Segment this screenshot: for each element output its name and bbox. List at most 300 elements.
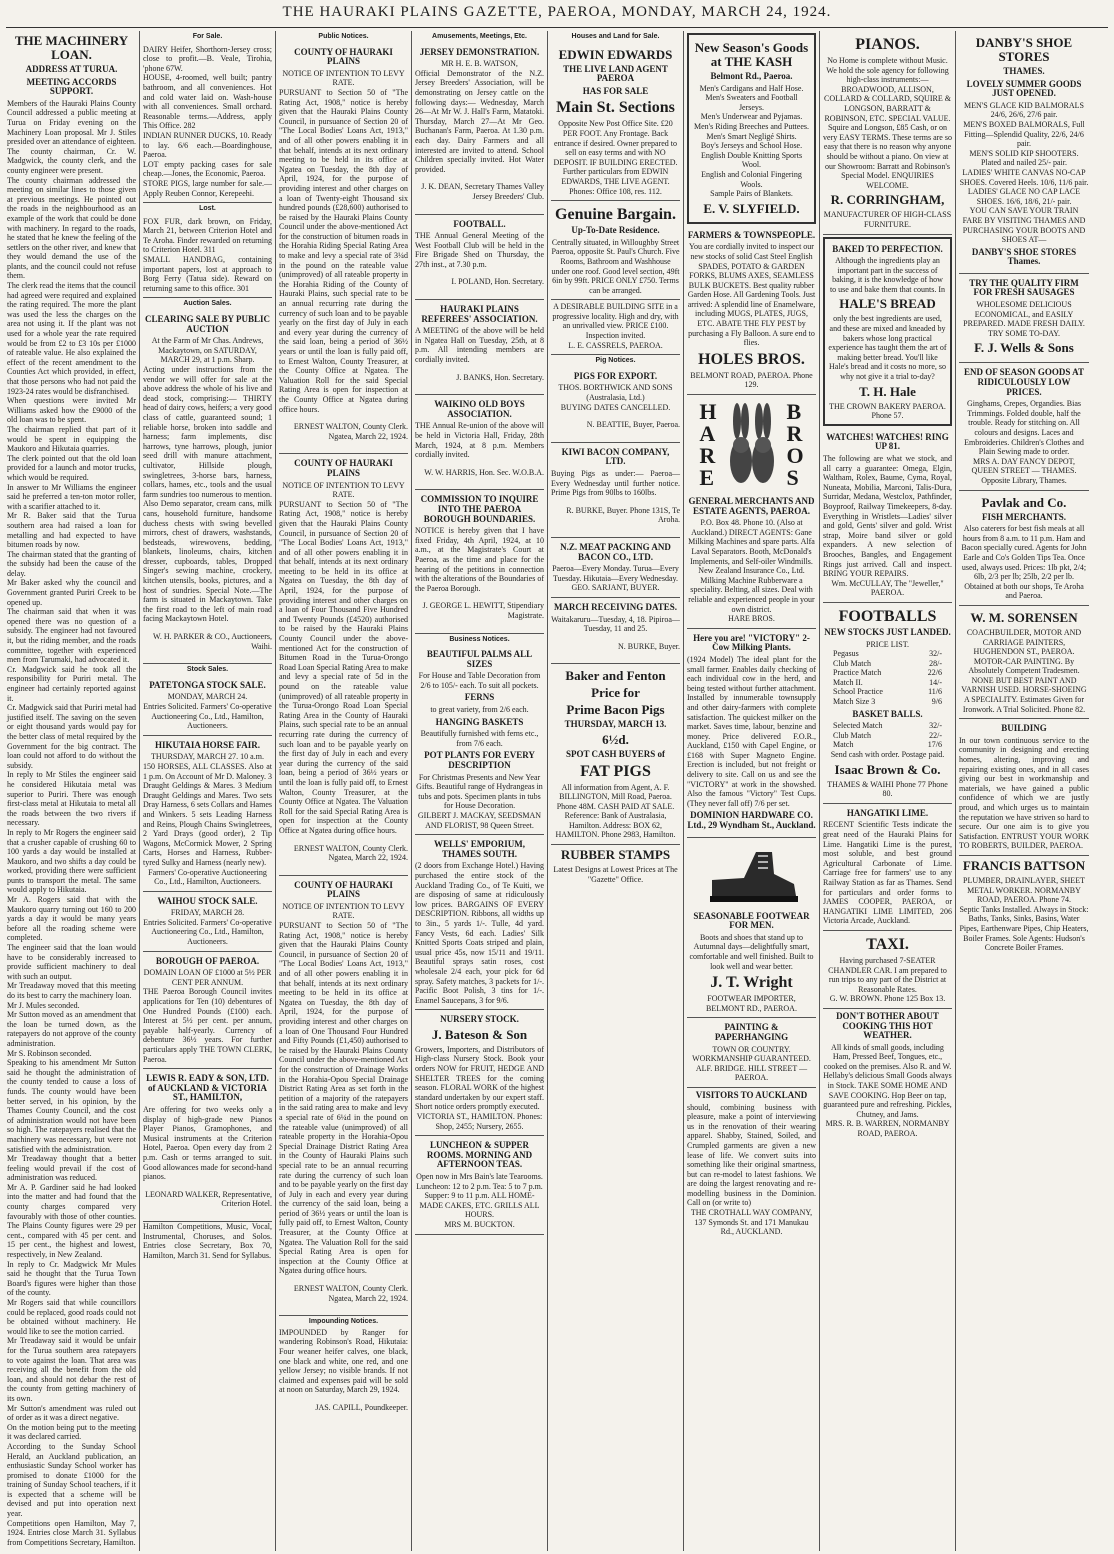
price-item-name: Club Match	[833, 658, 871, 668]
article-paragraph: Mr Rogers said that while councillors could be replaced, good roads could not be obtained without machinery. He would like to see the motion carried.	[7, 1298, 136, 1336]
article-paragraph: The engineer said that the loan would have to be considerably increased to provide sufficient machinery to deal with such an output.	[7, 943, 136, 981]
kash-title: New Season's Goods at THE KASH	[694, 40, 809, 69]
kash-item: Men's Riding Breeches and Puttees.	[694, 121, 809, 131]
notice-title: COUNTY OF HAURAKI PLAINS	[294, 458, 393, 478]
price-row	[823, 668, 952, 678]
wells-body: (2 doors from Exchange Hotel.) Having purchased the entire stock of the Auckland Trading Co., of Te Kuiti, we are disposing of same at ridiculously low prices. BARGAINS OF EVERY DESCRIPTION. Ribbons, all widths up to 3in., 5 yards 1/-. Tulle, 4d yard. Fancy Vests, 6d each. Ladies' Silk Knitted Sports Coats striped and plain, usual price 45s, now 15/11 and 19/11. Beautiful sprays satin roses, cost wholesale 2/4 each, your pick for 6d spray. Safety matches, 3 packets for 1/-. Pacific Boot Polish, 3 tins for 1/-. Enamel Saucepans, 3 for 9/6.	[415, 861, 544, 1005]
article-paragraph: Competitions open Hamilton, May 7, 1924. Entries close March 31. Syllabus from Competitions Secretary, Hamilton.	[7, 1518, 136, 1547]
basketballs-head: BASKET BALLS.	[852, 708, 923, 719]
price-item-name: Selected Match	[833, 721, 883, 731]
building-ad	[959, 719, 1089, 856]
notice-sub: NOTICE OF INTENTION TO LEVY RATE.	[282, 901, 405, 921]
kash-item: Men's Cardigans and Half Hose.	[699, 83, 804, 93]
pigs-title: PIGS FOR EXPORT.	[573, 370, 658, 381]
bf-spot: SPOT CASH BUYERS of	[565, 748, 666, 759]
hare-emblem	[687, 401, 816, 493]
hare-letters-right	[787, 401, 804, 493]
category-for-sale: For Sale.	[192, 33, 223, 40]
taxi-title: TAXI.	[866, 935, 909, 953]
hare-ad	[687, 395, 816, 629]
baker-fenton-ad	[551, 664, 680, 845]
pianos-sign: MANUFACTURER OF HIGH-CLASS FURNITURE.	[823, 210, 952, 229]
jersey-title: JERSEY DEMONSTRATION.	[419, 46, 540, 57]
notice-sub: NOTICE OF INTENTION TO LEVY RATE.	[282, 68, 405, 88]
danby-title: DANBY'S SHOE STORES	[975, 35, 1073, 64]
watches-sign: Wm. McCULLAY, The "Jeweller," PAEROA.	[831, 578, 944, 598]
impound-sign: JAS. CAPILL, Poundkeeper.	[315, 1402, 408, 1412]
notice-sign: ERNEST WALTON, County Clerk. Ngatea, March 22, 1924.	[293, 1284, 408, 1303]
kash-item: Men's Underwear and Pyjamas.	[700, 112, 803, 122]
commission-body: NOTICE is hereby given that I have fixed Friday, 4th April, 1924, at 10 a.m., at the Magistrate's Court at Paeroa, as the time and place for the hearing of the petitions in connection with the alterations of the Boundaries of the Paeroa Borough.	[415, 526, 544, 593]
sausage-name: F. J. Wells & Sons	[974, 340, 1074, 356]
jersey-sign: J. K. DEAN, Secretary Thames Valley Jersey Breeders' Club.	[421, 182, 544, 201]
luncheon-ad	[415, 1136, 544, 1234]
hare-body: P.O. Box 48. Phone 10. (Also at Auckland.) DIRECT AGENTS: Gane Milking Machines and spare parts. Alfa Laval Separators. Booth, McDonald's Implements, and Self-oiler Windmills. New Zealand Insurance Co., Ltd. Milking Machine Rubberware a speciality. Belting, all sizes. Deal with reliable and experienced people in your own district.	[688, 518, 815, 614]
waihou-date: FRIDAY, MARCH 28.	[170, 908, 245, 918]
kash-item: Men's Sweaters and Football Jerseys.	[705, 93, 798, 112]
price-item-value: 11/6	[928, 687, 942, 697]
ferns-body: to great variety, from 2/6 each.	[430, 705, 529, 715]
eady-sign: LEONARD WALKER, Representative, Criterion Hotel.	[145, 1189, 272, 1209]
pots-body: For Christmas Presents and New Year Gifts. Beautiful range of Hydrangeas in tubs and pots. Specimen plants in tubs for House Decoration.	[416, 772, 543, 811]
visitors-sign: THE CROTHALL WAY COMPANY, 137 Symonds St. and 171 Manukau Rd., AUCKLAND.	[690, 1208, 813, 1237]
eady-title: LEWIS R. EADY & SON, LTD. of AUCKLAND & VICTORIA ST., HAMILTON,	[146, 1073, 269, 1103]
article-paragraph: Mr A. P. Gardiner said he had looked into the matter and had found that the county charges compared very favourably with those of other counties. The Plains County figures were 29 per cent., compared with 45 per cent. and 15 per cent., the highest and lowest, respectively, in New Zealand.	[7, 1182, 136, 1260]
for-sale-list	[143, 43, 272, 204]
luncheon-title: LUNCHEON & SUPPER ROOMS. MORNING AND AFTERNOON TEAS.	[426, 1140, 533, 1170]
waikino-sign: W. W. HARRIS, Hon. Sec. W.O.B.A.	[424, 467, 544, 477]
category-amusements: Amusements, Meetings, Etc.	[432, 33, 527, 40]
category-impounding: Impounding Notices.	[308, 1318, 379, 1326]
danby-sub: THAMES.	[1003, 66, 1045, 76]
football-price-list	[823, 649, 952, 707]
price-row	[823, 731, 952, 741]
article-paragraph: Cr. Madgwick said that Puriri metal had justified itself. The saving on the seven or eight thousand yards would pay for the better class of metal required by the Government for the big contract. The loan could not afford to do without the subsidy.	[7, 703, 136, 770]
article-paragraph: The clerk read the items that the council had agreed were required and explained the rating required. The more the plant was used the less the charges on the area not using it. If the plant was not used for a whole year the rate required would be from £2 to £3 10s per £1000 of rateable value. He also explained the effect of the recent amendment to the Counties Act which provided, in effect, that those persons who had not paid the 1923-24 rates would be disfranchised.	[7, 281, 136, 396]
price-item-value: 17/6	[927, 740, 942, 750]
victory-title: Here you are! "VICTORY" 2-Cow Milking Plants.	[693, 632, 810, 653]
borough-body: THE Paeroa Borough Council invites applications for Ten (10) debentures of One Hundred Pounds (£100) each. Interest at 5½ per cent. per annum, payable half-yearly. Currency of debenture 36½ years. For further particulars apply THE TOWN CLERK, Paeroa.	[143, 987, 272, 1064]
footwear-sign: FOOTWEAR IMPORTER, BELMONT RD., PAEROA.	[706, 994, 797, 1013]
sorensen-sub: COACHBUILDER, MOTOR AND CARRIAGE PAINTERS, HUGHENDON ST., PAEROA.	[966, 627, 1082, 657]
category-auction: Auction Sales.	[183, 300, 232, 308]
isaac-brown-title: Isaac Brown & Co.	[834, 761, 941, 777]
footwear-ad	[687, 838, 816, 1019]
footballs-sub: NEW STOCKS JUST LANDED.	[824, 626, 951, 637]
columns	[4, 31, 1110, 1551]
building-title: BUILDING	[1001, 723, 1047, 734]
pigs-sign: N. BEATTIE, Buyer, Paeroa.	[586, 420, 680, 430]
kash-sub: Belmont Rd., Paeroa.	[710, 71, 793, 81]
wells-ad	[415, 835, 544, 1010]
notice-body: PURSUANT to Section 50 of "The Rating Act, 1908," notice is hereby given that the Hauraki Plains County Council, in pursuance of Section 20 of "The Local Bodies' Loans Act, 1913," and of all other powers enabling it in that behalf, intends at its next ordinary meeting to be held in its office at Ngatea on Tuesday, the 8th day of April, 1924, for the purpose of providing interest and other charges on a loan of Four Thousand Five Hundred and Twenty Pounds (£4520) authorised to be raised by the Hauraki Plains County Council under the above-mentioned Act for the construction of Bitumen Road in the Turua-Orongo Road Loan Special Rating Area to make and levy a special rate of 5d in the pound on the rateable value (unimproved) of all rateable property in the Turua-Orongo Road Loan Special Rating Area in the County of Hauraki Plains, such special rate to be an annual recurring rate during the currency of such loan and to be payable yearly on the first day of July in each and every year during the currency of the said loan, being a period of 36½ years or until the loan is fully paid off, to Ernest Walton, County Treasurer, at the County Office at Ngatea. The Valuation Roll for the said Special Rating Area is open for inspection at the County Office at Ngatea during office hours.	[279, 499, 408, 835]
bargain-title: Genuine Bargain.	[555, 206, 676, 224]
price-row	[823, 740, 952, 750]
eady-ad	[143, 1069, 272, 1222]
referees-sign: J. BANKS, Hon. Secretary.	[456, 372, 544, 382]
hare-icon	[725, 401, 779, 493]
article-paragraph: According to the Sunday School Herald, an Auckland publication, an enthusiastic Sunday School worker has promised to donate £1000 for the training of Sunday School teachers, if it is expected that a scheme will be devised and put into operation next year.	[7, 1441, 136, 1519]
day-ad	[959, 363, 1089, 490]
day-sign: MRS A. DAY FANCY DEPOT, QUEEN STREET — THAMES. Opposite Library, Thames.	[971, 456, 1077, 485]
nursery-title: NURSERY STOCK.	[440, 1014, 519, 1025]
hikutaia-sign: Farmers' Co-operative Auctioneering Co., Ltd., Hamilton, Auctioneers.	[148, 867, 267, 887]
article-paragraph: Mr Sutton moved as an amendment that the loan be turned down, as the ratepayers do not approve of the county administration.	[7, 1010, 136, 1048]
price-item-value: 22/-	[929, 730, 942, 740]
notice-sub: NOTICE OF INTENTION TO LEVY RATE.	[282, 480, 405, 500]
kash-sign: E. V. SLYFIELD.	[703, 200, 800, 216]
hikutaia-title: HIKUTAIA HORSE FAIR.	[155, 739, 260, 750]
notice-body: PURSUANT to Section 50 of "The Rating Act, 1908," notice is hereby given that the Hauraki Plains County Council, in pursuance of Section 20 of "The Local Bodies' Loans Act, 1913," and of all other powers enabling it in that behalf, intends at its next ordinary meeting to be held in its office at Ngatea on Tuesday, the 8th day of April, 1924, for the purpose of providing interest and other charges on a loan of Twenty-eight Thousand six hundred pounds (£28,600) authorised to be raised by the Hauraki Plains County Council under the above-mentioned Act for the construction of bitumen roads in the Horahia Riding Special Rating Area to make and levy a special rate of 3¼d in the pound on the rateable value (unimproved) of all rateable property in the Horahia Riding of the County of Hauraki Plains, such special rate to be an annual recurring rate during the currency of such loan and to be payable yearly on the first day of July in each and every year during the currency of the said loan, being a period of 36½ years or until the loan is fully paid off, to Ernest Walton, County Treasurer, at the County Office at Ngatea. The Valuation Roll for the said Special Rating Area is open for inspection at the County Office at Ngatea during office hours.	[279, 87, 408, 414]
category-stock: Stock Sales.	[186, 666, 229, 674]
day-body: Ginghams, Crepes, Organdies. Bias Trimmings. Folded double, half the trouble. Ready for stitching on. All colours and designs. Laces and Embroideries. Children's Clothes and Plain Sewing made to order.	[964, 399, 1084, 457]
hare-letters-left	[699, 401, 716, 493]
patetonga-date: MONDAY, MARCH 24.	[167, 692, 248, 702]
article-paragraph: Mr J. Mules seconded.	[7, 1000, 80, 1010]
referees-ad	[415, 300, 544, 395]
article-subtitle: ADDRESS AT TURUA.	[25, 64, 118, 74]
waihou-ad	[143, 892, 272, 952]
cooking-body: All kinds of small goods, including Ham, Pressed Beef, Tongues, etc., cooked on the premises. Also R. and W. Hellaby's delicious Small Goods always in Stock. TAKE SOME HOME AND SAVE COOKING. Hop Beer on tap, guaranteed pure and refreshing. Pickles, Chutney, and Jams.	[823, 1042, 952, 1119]
article-subtitle-2: MEETING ACCORDS SUPPORT.	[26, 76, 117, 97]
sorensen-ad	[959, 606, 1089, 719]
column-7	[820, 31, 956, 1551]
pavlak-sub: FISH MERCHANTS.	[981, 511, 1066, 522]
day-title: END OF SEASON GOODS AT RIDICULOUSLY LOW PRICES.	[963, 367, 1085, 397]
rate-notice-1	[279, 43, 408, 455]
price-item-value: 32/-	[929, 649, 942, 659]
building-body: In our town continuous service to the community in designing and erecting homes, altering, improving and repairing existing ones, and in all cases giving our best in workmanship and materials, we have gained a public confidence of which we are justly proud, and which urges us to maintain the reputation we have striven so hard to secure. Our one aim is to give you Satisfaction. ENTRUST YOUR WORK TO ROBERTS, BUILDER, PAEROA.	[959, 735, 1089, 851]
pianos-ad	[823, 31, 952, 235]
kiwi-title: KIWI BACON COMPANY, LTD.	[561, 446, 670, 467]
nzmeat-ad	[551, 538, 680, 598]
edwards-sub: THE LIVE LAND AGENT PAEROA	[563, 63, 668, 84]
hare-letter: H	[699, 399, 717, 425]
auction-sign: W. H. PARKER & CO., Auctioneers, Waihi.	[153, 632, 272, 651]
price-item-name: Match Size 3	[833, 697, 876, 707]
site-sign: L. E. CASSRELS, PAEROA.	[568, 340, 663, 350]
mackay-ad	[415, 645, 544, 835]
danby-item: LADIES' GLACE NO CAP LACE SHOES. 16/6, 18/6, 21/- pair.	[967, 187, 1081, 206]
nzmeat-title: N.Z. MEAT PACKING AND BACON CO., LTD.	[560, 541, 671, 562]
danby-item: MEN'S SOLID KIP SHOOTERS. Plated and nailed 25/- pair.	[969, 148, 1079, 168]
site-ad	[551, 300, 680, 355]
category-business: Business Notices.	[449, 635, 510, 643]
price-item-name: Club Match	[833, 730, 871, 740]
danby-save: YOU CAN SAVE YOUR TRAIN FARE BY VISITING THAMES AND PURCHASING YOUR BOOTS AND SHOES AT—	[962, 206, 1086, 245]
visitors-title: VISITORS TO AUCKLAND	[695, 1089, 808, 1100]
footballs-title: FOOTBALLS	[838, 607, 937, 625]
notice-body: PURSUANT to Section 50 of "The Rating Act, 1908," notice is hereby given that the Hauraki Plains County Council, in pursuance of Section 20 of "The Local Bodies' Loans Act, 1913," and of all other powers enabling it in that behalf, intends at its next ordinary meeting to be held in its office at Ngatea on Tuesday, the 8th day of April, 1924, for the purpose of providing interest and other charges on a loan of One Thousand Four Hundred and Fifty Pounds (£1,450) authorised to be raised by the Hauraki Plains County Council under the above-mentioned Act for the construction of Drainage Works in the Horahia-Opou Special Drainage District Rating Area as set forth in the petition of a majority of the ratepayers in the said rating area to make and levy a special rate of 6¼d in the pound on the rateable value (unimproved) of all rateable property in the Horahia-Opou Special Drainage District Rating Area in the County of Hauraki Plains such special rate to be an annual recurring rate during the currency of such loan and to be payable yearly on the first day of July in each and every year during the currency of the said loan, being a period of 36½ years or until the loan is fully paid off, to Ernest Walton, County Treasurer, at the County Office at Ngatea. The Valuation Roll for the said Special Rating Area is open for inspection at the County Office at Ngatea during office hours.	[279, 921, 408, 1276]
classified-item: DAIRY Heifer, Shorthorn-Jersey cross; close to profit.—B. Veale, Tirohia, 'phone 67W.	[143, 44, 272, 73]
article-paragraph: In reply to Cr. Madgwick Mr Mules said he thought that the Turua Town Board's figures were higher than those of the county.	[7, 1259, 136, 1298]
column-6	[684, 31, 820, 1551]
lime-ad	[823, 804, 952, 931]
pavlak-body: Also caterers for best fish meals at all hours from 8 a.m. to 11 p.m. Ham and Bacon specially cured. Agents for John Earle and Co's Golden Tips Tea. Once used, always used. Prices: 1lb pkt, 2/4; 6lb, 2/3 per lb; 25lb, 2/2 per lb. Obtained at both our shops, Te Aroha and Paeroa.	[961, 524, 1087, 601]
classified-item: FOX FUR, dark brown, on Friday, March 21, between Criterion Hotel and Te Aroha. Finder rewarded on returning to Criterion Hotel. 311	[143, 216, 272, 255]
category-public-notices: Public Notices.	[318, 33, 369, 40]
painting-title: PAINTING & PAPERHANGING	[714, 1022, 789, 1042]
notice-title: COUNTY OF HAURAKI PLAINS	[294, 46, 393, 67]
article-paragraph: Mr R. Baker said that the Turua southern area had raised a loan for metalling and had expected to have bitumen roads by now.	[7, 511, 136, 550]
danby-lovely: LOVELY SUMMER GOODS JUST OPENED.	[966, 78, 1082, 99]
pavlak-ad	[959, 491, 1089, 606]
battson-body: Septic Tanks Installed. Always in Stock: Baths, Tanks, Sinks, Basins, Water Pipes, Earthenware Pipes, Chip Heaters, Boiler Frames. Sole Agents: Hudson's Concrete Boiler Frames.	[959, 904, 1089, 953]
nzmeat-sign: GEO. SARJANT, BUYER.	[571, 583, 660, 593]
kash-item: Sample Pairs of Blankets.	[710, 189, 793, 199]
bread-body: Although the ingredients play an important part in the success of baking, it is the knowledge of how to use and bake them that counts. In	[829, 256, 946, 294]
article-body	[7, 99, 136, 1548]
taxi-sign: G. W. BROWN. Phone 125 Box 13.	[829, 994, 946, 1004]
column-8	[956, 31, 1092, 1551]
farmers-title: FARMERS & TOWNSPEOPLE.	[687, 229, 816, 240]
ferns-title: FERNS	[464, 692, 495, 703]
price-item-value: 32/-	[929, 721, 942, 731]
price-list-head: PRICE LIST.	[866, 639, 909, 649]
lime-title: HANGATIKI LIME.	[846, 807, 929, 818]
baskets-body: Beautifully furnished with ferns etc., from 7/6 each.	[420, 729, 539, 748]
jersey-body: Official Demonstrator of the N.Z. Jersey Breeders' Association, will be demonstrating on Jersey cattle on the following days:— Wednesday, March 26—At Mr W. J. Hall's Farm, Matatoki. Thursday, March 27—At Mr Geo. Buchanan's Farm, Paeroa. At 1.30 p.m. each day. Dairy Farmers and all interested are invited to attend. School Children specially invited. Hot Water provided.	[415, 68, 544, 174]
price-row	[823, 659, 952, 669]
waihou-title: WAIHOU STOCK SALE.	[157, 895, 258, 906]
article-paragraph: Mr Treadaway moved that this meeting do its best to carry the machinery loan.	[7, 981, 136, 1000]
hikutaia-body: 150 HORSES, ALL CLASSES. Also at 1 p.m. On Account of Mr D. Maloney. 3 Draught Geldings & Mares. 3 Medium Draught Geldings and Mares. Two sets Dray Harness, 6 sets Collars and Hames and Winkers. 5 sets Leading Harness and Reins, Plough Chains Swingletrees, 2 Yard Drays (good order), 2 Tip Wagons, McCormick Mower, 2 Spring Carts, Horses and Harness, Rubber-tyred Sulky and Harness (nearly new).	[143, 761, 272, 867]
bargain-ad	[551, 201, 680, 300]
edwards-has: HAS FOR SALE	[582, 85, 649, 96]
bargain-sub: Up-To-Date Residence.	[571, 225, 660, 236]
holes-sub: BELMONT ROAD, PAEROA. Phone 129.	[690, 370, 813, 390]
football-sign: I. POLAND, Hon. Secretary.	[451, 277, 544, 287]
impound-body: IMPOUNDED by Ranger for wandering Robinson's Road, Hikutaia: Four weaner heifer calves, one black, one black and white, one red, and one yellow Jersey; no visible brands. If not claimed and expenses paid will be sold at noon on Saturday, March 29, 1924.	[279, 1327, 408, 1395]
hare-caption: GENERAL MERCHANTS AND ESTATE AGENTS, PAEROA.	[688, 496, 815, 516]
painting-body: TOWN OR COUNTRY. WORKMANSHIP GUARANTEED.	[692, 1044, 811, 1064]
pots-sign: GILBERT J. MACKAY, SEEDSMAN AND FLORIST, 98 Queen Street.	[417, 811, 542, 830]
article-paragraph: The clerk pointed out that the old loan provided for a launch and motor trucks, which would be required.	[7, 453, 136, 482]
eady-body: Are offering for two weeks only a display of high-grade new Pianos Player Pianos, Gramophones, and Musical instruments at the Criterion Hotel, Paeroa. Open every day from 2 p.m. Cash or terms arranged to suit. Good allowances made for second-hand pianos.	[143, 1104, 272, 1182]
pianos-title: PIANOS.	[855, 36, 920, 53]
danby-item: LADIES' WHITE CANVAS NO-CAP SHOES. Covered Heels. 10/6, 11/6 pair.	[959, 167, 1089, 187]
footballs-ad	[823, 603, 952, 804]
article-paragraph: In reply to Mr Stiles the engineer said he considered Hikutaia metal was superior to Puriri. There was enough first-class metal at Hikutaia to metal all the roads between the two rivers if necessary.	[7, 770, 136, 828]
footwear-name: J. T. Wright	[710, 974, 793, 992]
receiving-ad	[551, 598, 680, 664]
article-paragraph: The county chairman addressed the meeting on similar lines to those given at previous meetings. He pointed out the roads in the neighbourhood as an example of the work that could be done with machinery. In regard to the roads, he stated that he knew the feeling of the settlers on the other river, and knew that they would demand the use of the plants, and the council could not refuse them.	[7, 175, 136, 281]
site-body: A DESIRABLE BUILDING SITE in a progressive locality. High and dry, with an unrivalled view. PRICE £100. Inspection invited.	[552, 302, 679, 341]
bread-brand: HALE'S BREAD	[839, 296, 936, 312]
article-paragraph: When questions were invited Mr Williams asked how the £9000 of the old loan was to be spent.	[7, 396, 136, 425]
commission-title: COMMISSION TO INQUIRE INTO THE PAEROA BOROUGH BOUNDARIES.	[420, 494, 539, 524]
article-paragraph: Mr Baker asked why the council and Government granted Puriri Creek to be opened up.	[7, 578, 136, 607]
price-row	[823, 687, 952, 697]
hare-letter: R	[699, 443, 716, 469]
wells-title: WELLS' EMPORIUM, THAMES SOUTH.	[433, 839, 525, 859]
danby-name: DANBY'S SHOE STORES Thames.	[971, 246, 1077, 267]
article-paragraph: Mr A. Rogers said that with the Maukoro quarry turning out 160 to 200 yards a day it would be many years before all the roading scheme were completed.	[7, 895, 136, 943]
edwards-body: Opposite New Post Office Site. £20 PER FOOT. Any Frontage. Back entrance if desired. Owner prepared to sell on easy terms and with NO DEPOSIT. IF BUILDING ERECTED. Further particulars from EDWIN EDWARDS, THE LIVE AGENT. Phones: Office 108, res. 112.	[553, 119, 678, 196]
article-paragraph: Members of the Hauraki Plains County Council addressed a public meeting at Turua on Friday evening on the Machinery Loan proposal. Mr J. Stiles presided over an attendance of eighteen. The county chairman, Cr. W. Madgwick, the county clerk, and the county engineer were present.	[7, 98, 136, 175]
watches-title: WATCHES! WATCHES! RING UP 81.	[826, 431, 949, 452]
rubber-stamps-title: RUBBER STAMPS	[560, 847, 671, 863]
football-title: FOOTBALL.	[453, 218, 506, 229]
receiving-body: Waitakaruru—Tuesday, 4, 18. Pipiroa—Tuesday, 11 and 25.	[551, 614, 680, 634]
victory-ad	[687, 629, 816, 838]
farmers-ad	[687, 226, 816, 395]
victory-sign: DOMINION HARDWARE CO. Ltd., 29 Wyndham St., Auckland.	[687, 810, 816, 831]
column-4	[412, 31, 548, 1551]
notice-sign: ERNEST WALTON, County Clerk. Ngatea, March 22, 1924.	[293, 422, 408, 441]
bf-body: All information from Agent, A. F. BILLINGTON, Mill Road, Paeroa. Phone 48M. CASH PAID AT SALE. Reference: Bank of Australasia, Hamilton. Address: BOX 62, HAMILTON. Phone 2983, Hamilton.	[555, 782, 676, 840]
commission-sign: J. GEORGE L. HEWITT, Stipendiary Magistrate.	[422, 601, 544, 620]
kiwi-ad	[551, 443, 680, 538]
bargain-body: Centrally situated, in Willoughby Street Paeroa, opposite St. Paul's Church. Five Rooms, Bathroom and Washhouse under one roof. Good level section, 49ft 6in by 99ft. PRICE ONLY £750. Terms can be arranged.	[551, 237, 680, 295]
boot-illustration	[687, 844, 816, 908]
column-3	[276, 31, 412, 1551]
borough-ad	[143, 952, 272, 1070]
classified-item: INDIAN RUNNER DUCKS, 10. Ready to lay. 6/6 each.—Boardinghouse, Paeroa.	[143, 130, 272, 160]
bateson-body: Growers, Importers, and Distributors of High-class Nursery Stock. Book your orders NOW for FRUIT, HEDGE AND SHELTER TREES for the coming season. FLORAL WORK of the highest standard undertaken by our expert staff. Short notice orders promptly executed.	[415, 1044, 544, 1112]
bread-title: BAKED TO PERFECTION.	[832, 243, 943, 254]
article-paragraph: The chairman stated that the granting of the subsidy had been the cause of the delay.	[7, 549, 136, 578]
pavlak-title: Pavlak and Co.	[981, 494, 1067, 510]
kiwi-body: Buying Pigs as under:— Paeroa—Every Wednesday until further notice. Prime Pigs from 90lbs to 160lbs.	[551, 469, 680, 498]
price-item-name: Match	[833, 740, 854, 750]
bf-price: Price for	[591, 685, 640, 701]
bf-prime: Prime Bacon Pigs	[566, 702, 665, 718]
notice-sign: ERNEST WALTON, County Clerk. Ngatea, March 22, 1924.	[293, 843, 408, 863]
bateson-title: J. Bateson & Son	[431, 1026, 528, 1042]
patetonga-ad	[143, 676, 272, 736]
masthead-rule	[6, 27, 1108, 28]
auction-body: Acting under instructions from the vendor we will offer for sale at the above address the whole of his live and dead stock, comprising:— THIRTY head of dairy cows, heifers; a very good class of cattle, guaranteed sound; 1 reliable horse, broken into saddle and harness; farm implements, disc harrows, tyne harrows, plough, junior seed drill with manure attachment, cultivator, Hillside plough, swingletrees, 3-horse bars, harness, collars, hames, etc., tools and the usual farm sundries too numerous to mention. Also Demo separator, cream cans, milk cans, household furniture, handsome duchess chests with swing bevelled mirrors, chest of drawers, washstands, bedsteads, wirewovens, bedding, blankets, linoleums, chairs, kitchen dresser, cupboards, tables, Dropped Singer's sewing machine, crockery, kitchen utensils, books, pictures, and a host of sundries. Special Note.—The farm is situated in Mackaytown. Take the first road to the left of main road facing Mackaytown Hotel.	[143, 365, 272, 624]
bf-date: THURSDAY, MARCH 13.	[564, 719, 667, 730]
price-item-name: Match II.	[833, 677, 863, 687]
palms-body: For House and Table Decoration from 2/6 to 105/- each. To suit all pockets.	[418, 671, 541, 690]
referees-title: HAURAKI PLAINS REFEREES' ASSOCIATION.	[421, 304, 538, 324]
victory-body: (1924 Model) The ideal plant for the small farmer. Enables daily checking of each individual cow in the herd, and being tested without further attachment. Installed by innumerable townsupply and other dairy-farmers with complete satisfaction. The quickest milker on the market. Saves time, labour, benzine and money. Price delivered F.O.R., Auckland, £150 with Capel Engine, or £168 with Super Magneto Engine. Erection is included, but not freight or delivery to site. Call on us and see the "VICTORY" at work in the showshed. Also the famous "Victory" Test Cups. (They never fall off) 7/6 per set.	[687, 654, 816, 808]
auction-title: CLEARING SALE BY PUBLIC AUCTION	[145, 314, 270, 334]
pianos-body: We hold the sole agency for following high-class instruments:— BROADWOOD, ALLISON, COLLARD & COLLARD, SQUIRE & LONGSON, BARRATT & ROBINSON, ETC. SPECIAL VALUE. Squire and Longson, £85 Cash, or on very EASY TERMS. These terms are so easy that there is no reason why anyone should be without a piano. On view at our Showroom: Barratt and Robinson's Special Model. ENQUIRIES WELCOME.	[823, 65, 952, 190]
lime-body: RECENT Scientific Tests indicate the great need of the Hauraki Plains for Lime. Hangatiki Lime is the purest, most soluble, and best ground Agricultural Carbonate of Lime. Carriage free for farmers' use to any Railway Station as far as Thames. Send for particulars and order forms to JAMES COOPER, PAEROA, or HANGATIKI LIME LIMITED, 206 Victoria Arcade, Auckland.	[823, 820, 952, 926]
category-pigs: Pig Notices.	[595, 357, 636, 365]
receiving-sign: N. BURKE, Buyer.	[618, 641, 680, 651]
kash-item: English Double Knitting Sports Wool.	[700, 150, 803, 170]
danby-item: MEN'S GLACE KID BALMORALS 24/6, 26/6, 27/6 pair.	[964, 100, 1084, 120]
rubber-stamps-body: Latest Designs at Lowest Prices at The "Gazette" Office.	[553, 865, 678, 884]
masthead: THE HAURAKI PLAINS GAZETTE, PAEROA, MONDAY, MARCH 24, 1924.	[282, 4, 832, 20]
kash-item: Men's Smart Negligé Shirts.	[706, 131, 797, 141]
jersey-sub: MR H. E. B. WATSON,	[441, 59, 518, 69]
waikino-body: THE Annual Re-union of the above will be held in Victoria Hall, Friday, 28th March, 1924, at 8 p.m. Members cordially invited.	[415, 421, 544, 460]
column-2	[140, 31, 276, 1551]
rate-notice-2	[279, 454, 408, 875]
jersey-ad	[415, 43, 544, 215]
footballs-note: Send cash with order. Postage paid.	[830, 750, 945, 760]
painting-ad	[687, 1018, 816, 1088]
visitors-body: should, combining business with pleasure, make a point of interviewing us in the renovation of their wearing apparel. Shabby, Stained, Soiled, and Crumpled garments are given a new lease of life. We convert suits into something like their original smartness, but can re-model to latest fashions. We are doing the largest renovating and re-modelling business in the Dominion. Call on (or write to)	[687, 1102, 816, 1208]
price-item-value: 14/-	[929, 677, 942, 687]
hamilton-notice: Hamilton Competitions, Music, Vocal, Instrumental, Choruses, and Solos. Entries close Secretary, Box 70, Hamilton, March 31. Send for Syllabus.	[143, 1221, 272, 1260]
palms-title: BEAUTIFUL PALMS ALL SIZES	[426, 649, 533, 669]
edwards-main: Main St. Sections	[556, 99, 675, 117]
holes-title: HOLES BROS.	[698, 350, 805, 368]
kiwi-sign: R. BURKE, Buyer. Phone 131S, Te Aroha.	[566, 505, 680, 525]
hare-letter: S	[786, 465, 799, 491]
edwards-ad	[551, 43, 680, 202]
farmers-body: You are cordially invited to inspect our new stocks of solid Cast Steel English SPADES, POTATO & GARDEN FORKS, BLUMS AXES, SEAMLESS BULK BUCKETS. Best quality rubber Garden Hose. All Gardening Tools. Just arrived: A splendid line of Enamelware, including MUGS, PLATES, JUGS, ETC. ABATE THE FLY PEST by purchasing a Fly Balloon. A sure end to flies.	[687, 242, 816, 348]
hare-letter: O	[786, 443, 804, 469]
classified-item: STORE PIGS, large number for sale.—Apply Reuben Connor, Kerepeehi.	[143, 178, 272, 198]
painting-sign: ALF. BRIDGE. HILL STREET — PAEROA.	[695, 1063, 808, 1083]
danby-list	[959, 101, 1089, 207]
notice-title: COUNTY OF HAURAKI PLAINS	[294, 879, 393, 900]
bread-ad	[823, 237, 952, 426]
hare-letter: R	[786, 421, 803, 447]
cooking-sign: MRS. R. B. WARREN, NORMANBY ROAD, PAEROA.	[825, 1119, 950, 1139]
danby-ad	[959, 31, 1089, 274]
price-row	[823, 678, 952, 688]
article-paragraph: In answer to Mr Williams the engineer said he preferred a ten-ton motor roller, with a scarifier attached to it.	[7, 482, 136, 511]
category-lost: Lost.	[199, 205, 216, 213]
kash-ad	[687, 33, 816, 224]
pigs-body: BUYING DATES CANCELLED.	[560, 402, 671, 412]
sorensen-title: W. M. SORENSEN	[970, 609, 1078, 625]
hare-letter: E	[699, 465, 715, 491]
article-paragraph: Mr S. Robinson seconded.	[7, 1048, 92, 1058]
classified-item: HOUSE, 4-roomed, well built; pantry bathroom, and all conveniences. Hot and cold water laid on. Wash-house with all conveniences. Small orchard. Reasonable terms.—Address, apply This Office. 282	[143, 73, 272, 131]
category-houses: Houses and Land for Sale.	[571, 33, 660, 40]
kash-item: English and Colonial Fingering Wools.	[701, 169, 802, 189]
price-row	[823, 649, 952, 659]
lost-list	[143, 215, 272, 299]
bread-name: T. H. Hale	[859, 383, 916, 399]
article-paragraph: Mr Treadaway said it would be unfair for the Turua southern area ratepayers to vote against the loan. That area was receiving all the benefit from the old loan, and should not debar the rest of the county from getting machinery of its own.	[7, 1336, 136, 1403]
pots-title: POT PLANTS FOR EVERY DESCRIPTION	[424, 750, 535, 771]
price-item-name: Practice Match	[833, 668, 882, 678]
kash-list	[692, 84, 811, 199]
luncheon-body: Open now in Mrs Bain's late Tearooms. Luncheon: 12 to 2 p.m. Tea: 5 to 7 p.m. Supper: 9 to 11 p.m. ALL HOME-MADE CAKES, ETC. GRILLS ALL HOURS.	[416, 1172, 543, 1220]
auction-sub: At the Farm of Mr Chas. Andrews, Mackaytown, on SATURDAY, MARCH 29, at 1 p.m. Sharp.	[151, 336, 264, 365]
waikino-ad	[415, 395, 544, 490]
column-5	[548, 31, 684, 1551]
patetonga-title: PATETONGA STOCK SALE.	[149, 679, 266, 690]
football-body: THE Annual General Meeting of the West Football Club will be held in the Fire Brigade Shed on Thursday, the 27th inst., at 7.30 p.m.	[415, 231, 544, 269]
price-item-value: 22/6	[927, 668, 942, 678]
article-paragraph: Mr Treadaway thought that a better feeling would prevail if the cost of administration was reduced.	[7, 1154, 136, 1183]
referees-body: A MEETING of the above will be held in Ngatea Hall on Tuesday, 25th, at 8 p.m. All intending members are cordially invited.	[415, 326, 544, 365]
footwear-body: Boots and shoes that stand up to Autumnal days—delightfully smart, comfortable and well finished. Built to look well and wear better.	[689, 932, 814, 971]
football-ad	[415, 215, 544, 301]
taxi-body: Having purchased 7-SEATER CHANDLER CAR. I am prepared to run trips to any part of the District at Reasonable Rates.	[828, 955, 947, 994]
price-item-value: 9/6	[931, 697, 942, 707]
bateson-sign: VICTORIA ST., HAMILTON. Phones: Shop, 2455; Nursery, 2655.	[416, 1112, 543, 1131]
sausage-try: TRY THE QUALITY FIRM FOR FRESH SAUSAGES	[969, 277, 1079, 298]
bateson-ad	[415, 1010, 544, 1136]
hare-letter: A	[699, 421, 716, 447]
article-paragraph: Mr Sutton's amendment was ruled out of order as it was a direct negative.	[7, 1403, 136, 1423]
pianos-name: R. CORRINGHAM,	[830, 192, 945, 208]
bf-fat: FAT PIGS	[580, 762, 651, 780]
battson-sub: PLUMBER, DRAINLAYER, SHEET METAL WORKER. NORMANBY ROAD, PAEROA. Phone 74.	[963, 875, 1085, 905]
price-row	[823, 697, 952, 707]
article-paragraph: Cr. Madgwick said he took all the responsibility for Puriri metal. The engineer had certainly reported against it.	[7, 664, 136, 703]
pigs-sub: THOS. BORTHWICK AND SONS (Australasia, Ltd.)	[558, 383, 673, 403]
bread-sign: THE CROWN BAKERY PAEROA. Phone 57.	[829, 401, 946, 421]
bread-body-2: only the best ingredients are used, and these are mixed and kneaded by bakers whose long practical experience has taught them the art of making better bread. You'll like Hale's bread and it costs no more, so why not give it a trial to-day?	[828, 314, 947, 382]
isaac-brown-sub: THAMES & WAIHI Phone 77 Phone 80.	[827, 779, 948, 799]
luncheon-sign: MRS M. BUCKTON.	[444, 1219, 515, 1229]
price-row	[823, 721, 952, 731]
price-item-name: School Practice	[833, 687, 883, 697]
